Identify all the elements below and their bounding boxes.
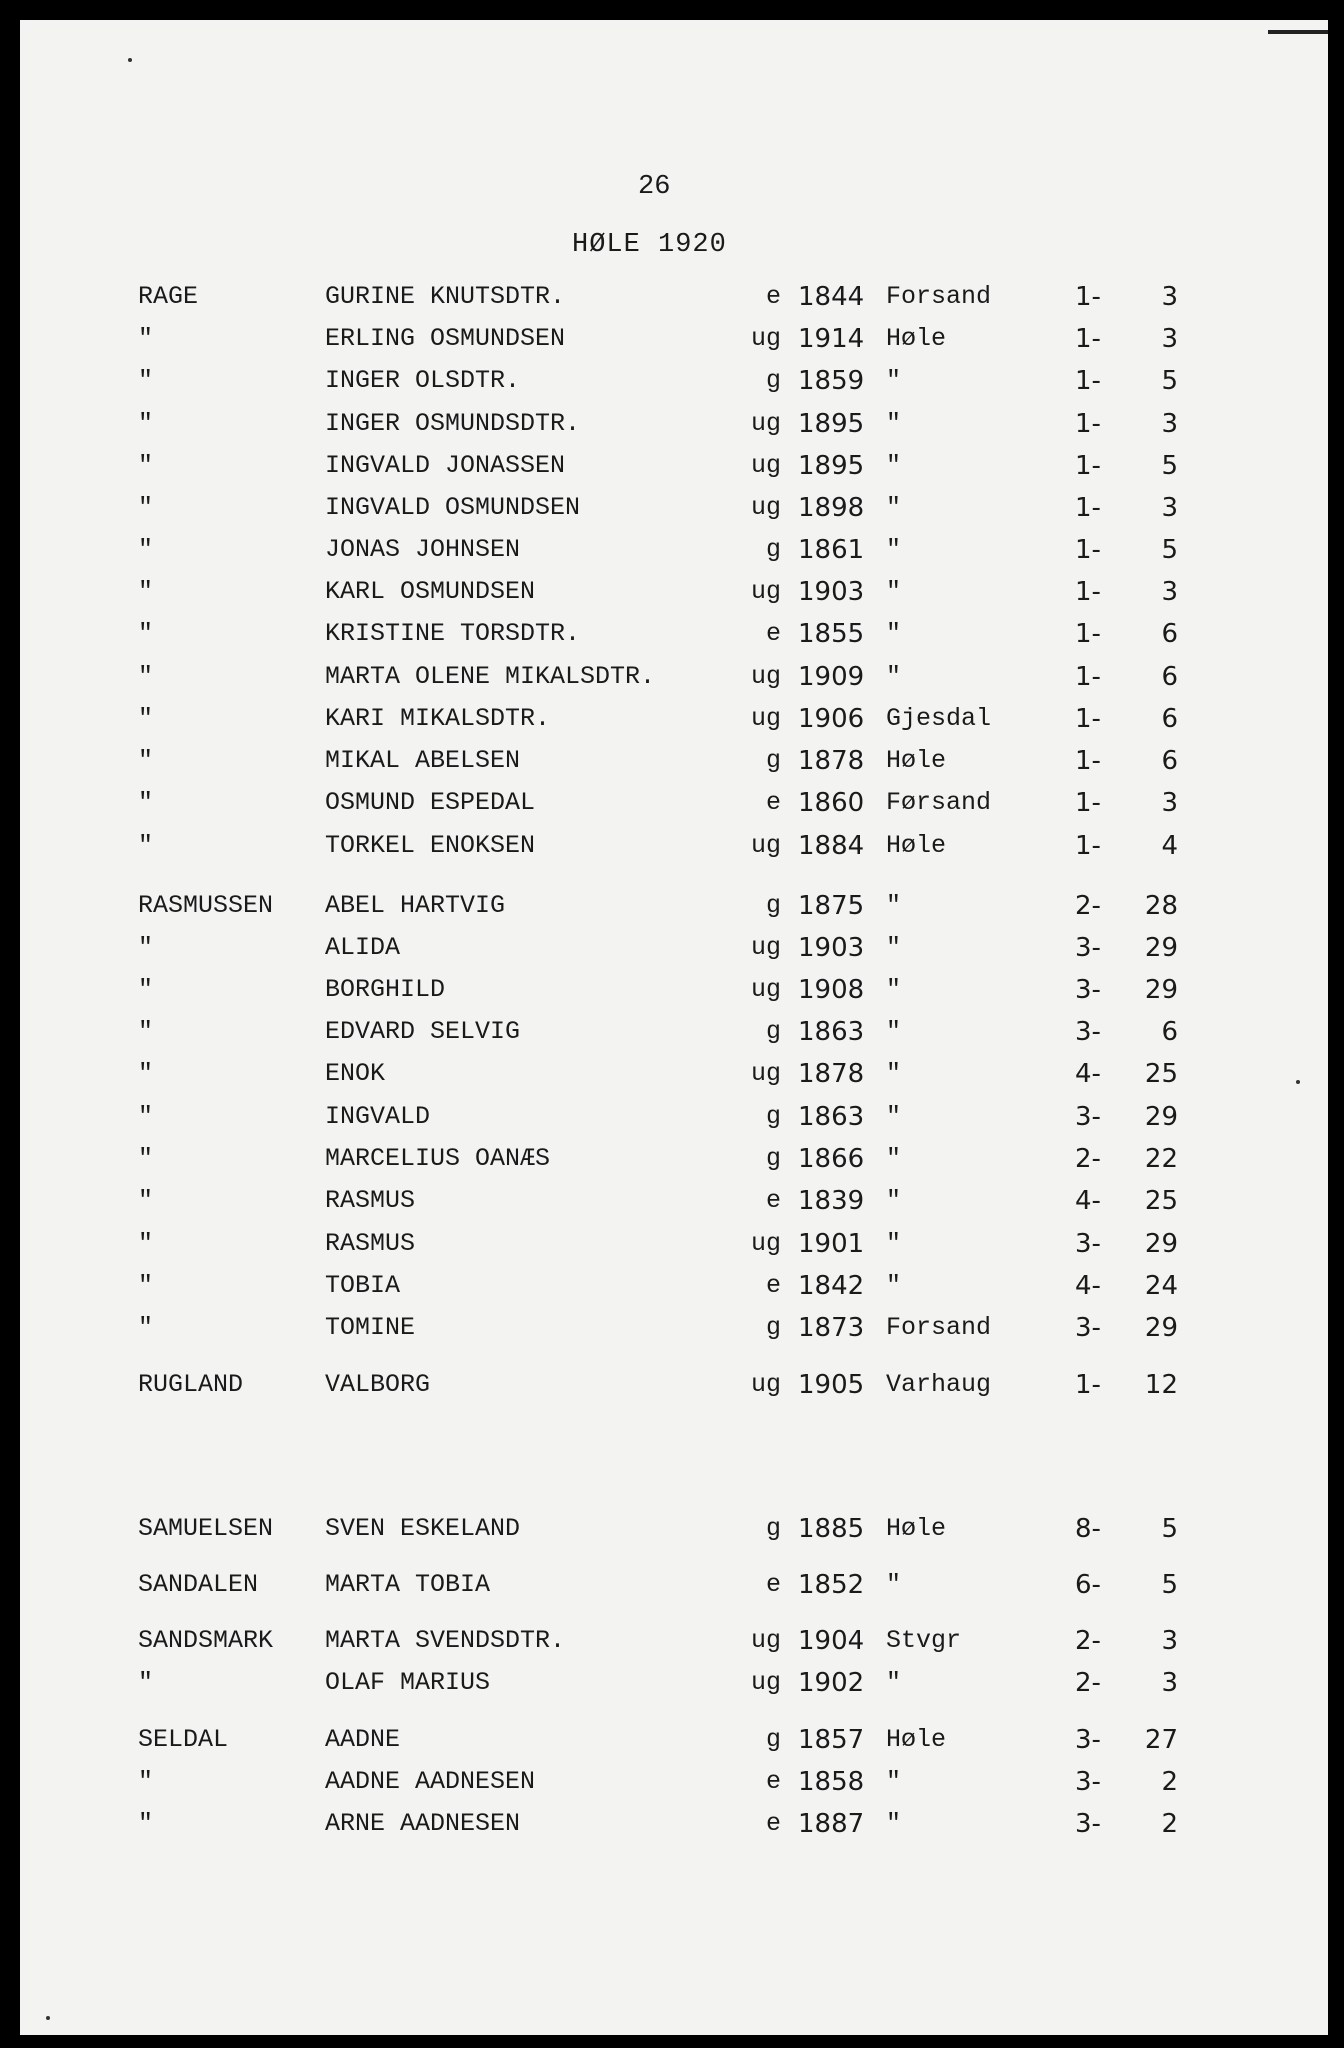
cell-code: 2- [1075, 1668, 1101, 1698]
cell-status: ug [750, 409, 781, 438]
cell-code: 3- [1075, 1313, 1101, 1343]
cell-year: 1873 [798, 1313, 865, 1343]
cell-code: 1- [1075, 788, 1101, 818]
table-row [20, 1017, 1328, 1053]
cell-code: 1- [1075, 577, 1101, 607]
cell-place: " [886, 1059, 902, 1088]
cell-code: 1- [1075, 493, 1101, 523]
cell-place: " [886, 1017, 902, 1046]
cell-place: " [886, 975, 902, 1004]
cell-code: 1- [1075, 746, 1101, 776]
table-row [20, 975, 1328, 1011]
cell-year: 1875 [798, 891, 865, 921]
cell-year: 1904 [798, 1626, 865, 1656]
cell-code: 1- [1075, 366, 1101, 396]
cell-code: 4- [1075, 1186, 1101, 1216]
cell-year: 1903 [798, 577, 865, 607]
page-number: 26 [638, 172, 671, 202]
cell-surname: RUGLAND [138, 1370, 244, 1399]
cell-code: 1- [1075, 1370, 1101, 1400]
cell-given: INGER OSMUNDSDTR. [325, 409, 581, 438]
cell-year: 1884 [798, 831, 865, 861]
cell-given: MARTA OLENE MIKALSDTR. [325, 662, 656, 691]
cell-year: 1902 [798, 1668, 865, 1698]
cell-status: g [765, 891, 781, 920]
cell-status: ug [750, 1229, 781, 1258]
table-row [20, 1313, 1328, 1349]
cell-status: e [765, 1271, 781, 1300]
cell-surname: " [138, 1186, 154, 1215]
cell-num: 3 [1161, 1668, 1178, 1698]
cell-num: 5 [1161, 1514, 1178, 1544]
cell-surname: SELDAL [138, 1725, 229, 1754]
cell-num: 24 [1144, 1271, 1178, 1301]
cell-status: g [765, 1514, 781, 1543]
cell-surname: " [138, 409, 154, 438]
cell-num: 4 [1161, 831, 1178, 861]
cell-given: AADNE AADNESEN [325, 1767, 536, 1796]
table-row [20, 1059, 1328, 1095]
cell-surname: SANDSMARK [138, 1626, 274, 1655]
table-row [20, 662, 1328, 698]
cell-num: 6 [1161, 704, 1178, 734]
cell-year: 1895 [798, 451, 865, 481]
cell-num: 3 [1161, 788, 1178, 818]
cell-num: 3 [1161, 577, 1178, 607]
cell-year: 1887 [798, 1809, 865, 1839]
cell-status: e [765, 1570, 781, 1599]
cell-status: g [765, 1102, 781, 1131]
cell-place: Høle [886, 831, 947, 860]
cell-place: " [886, 1144, 902, 1173]
cell-place: Førsand [886, 788, 992, 817]
cell-place: " [886, 366, 902, 395]
cell-code: 6- [1075, 1570, 1101, 1600]
table-row [20, 1186, 1328, 1222]
cell-place: " [886, 1186, 902, 1215]
cell-code: 3- [1075, 1725, 1101, 1755]
cell-year: 1852 [798, 1570, 865, 1600]
table-row [20, 1626, 1328, 1662]
cell-code: 4- [1075, 1059, 1101, 1089]
table-row [20, 891, 1328, 927]
cell-code: 3- [1075, 933, 1101, 963]
table-row [20, 746, 1328, 782]
cell-year: 1861 [798, 535, 865, 565]
cell-surname: " [138, 1767, 154, 1796]
cell-status: g [765, 1313, 781, 1342]
cell-given: BORGHILD [325, 975, 446, 1004]
cell-status: ug [750, 1370, 781, 1399]
cell-surname: " [138, 704, 154, 733]
cell-status: ug [750, 933, 781, 962]
cell-place: " [886, 933, 902, 962]
cell-given: KARI MIKALSDTR. [325, 704, 551, 733]
cell-status: ug [750, 493, 781, 522]
cell-year: 1839 [798, 1186, 865, 1216]
cell-surname: " [138, 933, 154, 962]
cell-code: 1- [1075, 662, 1101, 692]
cell-num: 29 [1144, 1313, 1178, 1343]
cell-given: EDVARD SELVIG [325, 1017, 521, 1046]
cell-place: Stvgr [886, 1626, 962, 1655]
cell-surname: " [138, 366, 154, 395]
cell-num: 5 [1161, 535, 1178, 565]
cell-surname: " [138, 831, 154, 860]
cell-num: 3 [1161, 1626, 1178, 1656]
cell-num: 6 [1161, 619, 1178, 649]
table-row [20, 1229, 1328, 1265]
cell-status: g [765, 1144, 781, 1173]
cell-code: 1- [1075, 451, 1101, 481]
cell-surname: " [138, 324, 154, 353]
cell-status: ug [750, 704, 781, 733]
cell-status: ug [750, 577, 781, 606]
cell-place: " [886, 1809, 902, 1838]
cell-surname: " [138, 451, 154, 480]
cell-status: ug [750, 1626, 781, 1655]
page-title: HØLE 1920 [572, 230, 727, 260]
cell-year: 1909 [798, 662, 865, 692]
cell-num: 6 [1161, 662, 1178, 692]
table-row [20, 1102, 1328, 1138]
cell-place: Høle [886, 746, 947, 775]
cell-status: g [765, 535, 781, 564]
cell-given: ARNE AADNESEN [325, 1809, 521, 1838]
cell-year: 1857 [798, 1725, 865, 1755]
cell-status: ug [750, 662, 781, 691]
cell-place: " [886, 451, 902, 480]
cell-surname: " [138, 1017, 154, 1046]
cell-year: 1914 [798, 324, 865, 354]
table-row [20, 366, 1328, 402]
cell-given: AADNE [325, 1725, 401, 1754]
cell-place: " [886, 535, 902, 564]
cell-surname: SANDALEN [138, 1570, 259, 1599]
cell-num: 25 [1144, 1186, 1178, 1216]
table-row [20, 1767, 1328, 1803]
cell-code: 1- [1075, 409, 1101, 439]
cell-code: 1- [1075, 324, 1101, 354]
cell-year: 1855 [798, 619, 865, 649]
table-row [20, 1668, 1328, 1704]
cell-surname: " [138, 1668, 154, 1697]
cell-status: e [765, 619, 781, 648]
cell-num: 5 [1161, 451, 1178, 481]
cell-given: INGVALD [325, 1102, 431, 1131]
cell-place: " [886, 1668, 902, 1697]
cell-given: ERLING OSMUNDSEN [325, 324, 566, 353]
cell-status: g [765, 1725, 781, 1754]
cell-place: " [886, 619, 902, 648]
cell-year: 1842 [798, 1271, 865, 1301]
cell-place: Forsand [886, 282, 992, 311]
cell-surname: " [138, 1229, 154, 1258]
cell-surname: " [138, 1144, 154, 1173]
cell-num: 6 [1161, 746, 1178, 776]
cell-surname: " [138, 535, 154, 564]
table-row [20, 1271, 1328, 1307]
cell-status: g [765, 1017, 781, 1046]
cell-code: 2- [1075, 891, 1101, 921]
cell-surname: " [138, 975, 154, 1004]
table-row [20, 1370, 1328, 1406]
cell-year: 1901 [798, 1229, 865, 1259]
cell-given: INGVALD JONASSEN [325, 451, 566, 480]
cell-status: ug [750, 1059, 781, 1088]
cell-status: ug [750, 451, 781, 480]
table-row [20, 788, 1328, 824]
cell-year: 1844 [798, 282, 865, 312]
cell-num: 5 [1161, 1570, 1178, 1600]
cell-num: 27 [1144, 1725, 1178, 1755]
cell-num: 12 [1144, 1370, 1178, 1400]
cell-place: Forsand [886, 1313, 992, 1342]
cell-num: 29 [1144, 1102, 1178, 1132]
cell-place: " [886, 1102, 902, 1131]
table-row [20, 1809, 1328, 1845]
table-row [20, 535, 1328, 571]
cell-code: 8- [1075, 1514, 1101, 1544]
cell-year: 1903 [798, 933, 865, 963]
cell-num: 28 [1144, 891, 1178, 921]
cell-num: 3 [1161, 282, 1178, 312]
cell-status: e [765, 282, 781, 311]
cell-status: ug [750, 324, 781, 353]
cell-num: 6 [1161, 1017, 1178, 1047]
cell-surname: RASMUSSEN [138, 891, 274, 920]
cell-surname: " [138, 1102, 154, 1131]
cell-status: g [765, 366, 781, 395]
cell-status: e [765, 1809, 781, 1838]
cell-year: 1895 [798, 409, 865, 439]
cell-status: g [765, 746, 781, 775]
document-page [20, 20, 1328, 2035]
cell-num: 3 [1161, 409, 1178, 439]
cell-given: MARCELIUS OANÆS [325, 1144, 551, 1173]
cell-given: RASMUS [325, 1229, 416, 1258]
cell-code: 1- [1075, 619, 1101, 649]
cell-given: RASMUS [325, 1186, 416, 1215]
cell-num: 3 [1161, 324, 1178, 354]
cell-code: 1- [1075, 831, 1101, 861]
cell-code: 2- [1075, 1144, 1101, 1174]
cell-year: 1863 [798, 1102, 865, 1132]
register-table [20, 20, 1328, 2035]
cell-num: 2 [1161, 1767, 1178, 1797]
cell-num: 29 [1144, 975, 1178, 1005]
cell-given: INGER OLSDTR. [325, 366, 521, 395]
cell-place: Høle [886, 324, 947, 353]
cell-given: KRISTINE TORSDTR. [325, 619, 581, 648]
cell-given: OSMUND ESPEDAL [325, 788, 536, 817]
table-row [20, 409, 1328, 445]
table-row [20, 324, 1328, 360]
table-row [20, 577, 1328, 613]
cell-code: 3- [1075, 1017, 1101, 1047]
cell-given: MIKAL ABELSEN [325, 746, 521, 775]
cell-year: 1906 [798, 704, 865, 734]
cell-given: ENOK [325, 1059, 386, 1088]
cell-place: " [886, 1229, 902, 1258]
cell-given: VALBORG [325, 1370, 431, 1399]
cell-given: OLAF MARIUS [325, 1668, 491, 1697]
cell-num: 29 [1144, 933, 1178, 963]
cell-status: e [765, 788, 781, 817]
table-row [20, 619, 1328, 655]
cell-code: 1- [1075, 535, 1101, 565]
cell-given: ABEL HARTVIG [325, 891, 506, 920]
cell-place: " [886, 1271, 902, 1300]
cell-code: 2- [1075, 1626, 1101, 1656]
cell-status: e [765, 1767, 781, 1796]
cell-given: KARL OSMUNDSEN [325, 577, 536, 606]
cell-given: TOMINE [325, 1313, 416, 1342]
cell-surname: " [138, 493, 154, 522]
cell-surname: " [138, 788, 154, 817]
cell-given: JONAS JOHNSEN [325, 535, 521, 564]
cell-year: 1860 [798, 788, 865, 818]
cell-year: 1885 [798, 1514, 865, 1544]
cell-num: 25 [1144, 1059, 1178, 1089]
cell-surname: " [138, 746, 154, 775]
cell-code: 3- [1075, 975, 1101, 1005]
cell-year: 1878 [798, 1059, 865, 1089]
cell-code: 1- [1075, 704, 1101, 734]
cell-code: 1- [1075, 282, 1101, 312]
cell-place: " [886, 1570, 902, 1599]
cell-place: Varhaug [886, 1370, 992, 1399]
table-row [20, 831, 1328, 867]
cell-code: 3- [1075, 1102, 1101, 1132]
cell-num: 3 [1161, 493, 1178, 523]
cell-surname: " [138, 619, 154, 648]
cell-num: 5 [1161, 366, 1178, 396]
cell-surname: " [138, 1313, 154, 1342]
cell-code: 3- [1075, 1809, 1101, 1839]
cell-status: ug [750, 1668, 781, 1697]
cell-surname: RAGE [138, 282, 199, 311]
cell-given: MARTA SVENDSDTR. [325, 1626, 566, 1655]
cell-surname: " [138, 577, 154, 606]
cell-year: 1905 [798, 1370, 865, 1400]
cell-code: 4- [1075, 1271, 1101, 1301]
table-row [20, 451, 1328, 487]
cell-year: 1863 [798, 1017, 865, 1047]
cell-place: Høle [886, 1725, 947, 1754]
cell-surname: " [138, 1059, 154, 1088]
cell-given: SVEN ESKELAND [325, 1514, 521, 1543]
cell-year: 1908 [798, 975, 865, 1005]
table-row [20, 933, 1328, 969]
cell-surname: " [138, 662, 154, 691]
cell-place: " [886, 577, 902, 606]
table-row [20, 282, 1328, 318]
cell-year: 1858 [798, 1767, 865, 1797]
cell-given: TORKEL ENOKSEN [325, 831, 536, 860]
cell-num: 2 [1161, 1809, 1178, 1839]
cell-place: Høle [886, 1514, 947, 1543]
cell-year: 1866 [798, 1144, 865, 1174]
cell-status: e [765, 1186, 781, 1215]
table-row [20, 1144, 1328, 1180]
table-row [20, 1570, 1328, 1606]
cell-surname: " [138, 1809, 154, 1838]
cell-given: MARTA TOBIA [325, 1570, 491, 1599]
cell-place: " [886, 493, 902, 522]
table-row [20, 1514, 1328, 1550]
cell-year: 1878 [798, 746, 865, 776]
table-row [20, 1725, 1328, 1761]
table-row [20, 704, 1328, 740]
cell-status: ug [750, 831, 781, 860]
cell-place: " [886, 409, 902, 438]
cell-given: ALIDA [325, 933, 401, 962]
cell-place: " [886, 662, 902, 691]
cell-place: Gjesdal [886, 704, 992, 733]
cell-place: " [886, 891, 902, 920]
cell-num: 22 [1144, 1144, 1178, 1174]
cell-code: 3- [1075, 1767, 1101, 1797]
cell-surname: " [138, 1271, 154, 1300]
cell-code: 3- [1075, 1229, 1101, 1259]
cell-given: TOBIA [325, 1271, 401, 1300]
cell-given: INGVALD OSMUNDSEN [325, 493, 581, 522]
cell-year: 1898 [798, 493, 865, 523]
cell-surname: SAMUELSEN [138, 1514, 274, 1543]
cell-given: GURINE KNUTSDTR. [325, 282, 566, 311]
table-row [20, 493, 1328, 529]
cell-place: " [886, 1767, 902, 1796]
cell-num: 29 [1144, 1229, 1178, 1259]
cell-status: ug [750, 975, 781, 1004]
cell-year: 1859 [798, 366, 865, 396]
